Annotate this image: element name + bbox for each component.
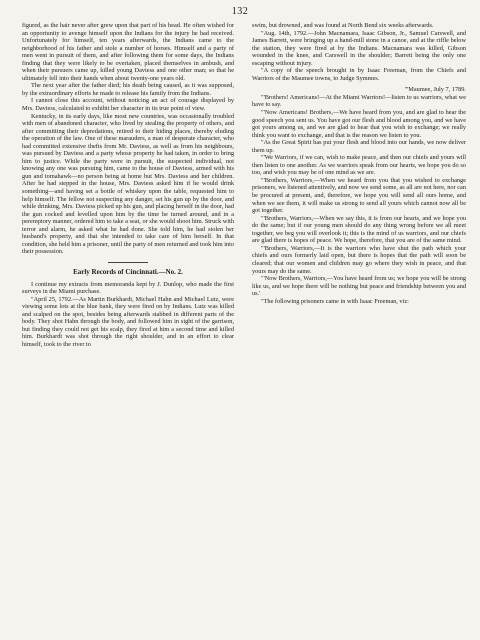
paragraph: "'Now Americans! Brothers,—We have heard from you, and are glad to hear the good speech you sent us. You have got our flesh and blood among you, and we have got yours among us, and we are glad to hear that you wish to exchange; we really think you want to exchange, and that is the reason we listen to you. [252,109,466,139]
paragraph: "A copy of the speech brought in by Isaac Freeman, from the Chiefs and Warriors of the Maumee towns, to Judge Symmes. [252,67,466,82]
paragraph: "April 25, 1792.—As Martin Burkhardt, Michael Hahn and Michael Lutz, were viewing some lots at the blue bank, they were fired on by Indians. Lutz was killed and scalped on the spot, besides being afterwards stabbed in different parts of the body. They shot Hahn through the body, and followed him in sight of the garrison, but finding they could not get his scalp, they fired at him a second time and killed him. Burkhardt was shot through the right shoulder, and in an effort to clear himself, took to the river to [22,295,234,348]
paragraph: "'Brothers, Warriors,—When we say this, it is from our hearts, and we hope you do the same; but if our young men should do any thing wrong before we all meet together, we beg you will overlook it; this is the mind of us warriors, and our chiefs are glad there is hopes of peace. We hope, therefore, that you are of the same mind. [252,214,466,245]
right-column [252,22,466,305]
paragraph: figured, as the hair never after grew upon that part of his head. He often wished for an opportunity to avenge himself upon the Indians for the injury he had received. Unfortunately for himself, ten years afterwards, the Indians came to the neighborhood of his father and stole a number of horses. Himself and a party of men went in pursuit of them, and after following them for some days, the Indians finding that they were likely to be overtaken, placed themselves in ambush, and when their pursuers came up, killed young Daviess and one other man; so that he ultimately fell into their hands when about twenty-one years old. [22,22,234,82]
paragraph: The next year after the father died; his death being caused, as it was supposed, by the extraordinary efforts he made to release his family from the Indians. [22,82,234,97]
paragraph: "The following prisoners came in with Isaac Freeman, viz: [261,297,409,305]
paragraph: I continue my extracts from memoranda kept by J. Dunlop, who made the first surveys in the Miami purchase. [22,280,234,296]
section-divider [108,262,148,263]
paragraph: "'Brothers, Warriors,—When we heard from you that you wished to exchange prisoners, we listened attentively, and now we send some, as all are not here, nor can be procured at present, and, therefore, we hope you will send all ours home, and when we see them, it will make us strong to send all yours which cannot now all be got together. [252,176,466,215]
paragraph: "'We Warriors, if we can, wish to make peace, and then our chiefs and yours will then listen to one another. As we warriors speak from our hearts, we hope you do so too, and wish you may be of one mind as we are. [252,154,466,177]
paragraph: Kentucky, in its early days, like most new countries, was occasionally troubled with men of abandoned character, who lived by stealing the property of others, and after committing their depredations, retired to their hiding places, thereby eluding the operation of the law. One of these marauders, a man of desperate character, who had committed extensive thefts from Mr. Daviess, as well as from his neighbours, was pursued by Daviess and a party whose property he had taken, in order to bring him to justice. While the party were in pursuit, the suspected individual, not knowing any one was pursuing him, came to the house of Daviess, armed with his gun and tomahawk—no person being at home but Mrs. Daviess and her children. After he had stepped in the house, Mrs. Daviess asked him if he would drink something—and having set a bottle of whiskey upon the table, requested him to help himself. The fellow not suspecting any danger, set his gun up by the door, and while drinking, Mrs. Daviess picked up his gun, and placing herself in the door, had the gun cocked and levelled upon him by the time he turned around, and in a peremptory manner, ordered him to take a seat, or she would shoot him. Struck with terror and alarm, he asked what he had done. She told him, he had stolen her husband's property, and that she intended to take care of him herself. In that condition, she held him a prisoner, until the party of men returned and took him into their possession. [22,112,234,256]
dateline: "'Maumee, July 7, 1789. [404,86,466,94]
paragraph: "'Now Brothers, Warriors,—You have heard from us; we hope you will be strong like us, and we hope there will be nothing but peace and friendship between you and us.' [252,275,466,298]
paragraph: I cannot close this account, without noticing an act of courage displayed by Mrs. Daviess, calculated to exhibit her character in its true point of view. [22,97,234,113]
paragraph: "'Brothers! Americans!—At the Miami Warriors!—listen to us warriors, what we have to say. [252,93,466,109]
paragraph: "As the Great Spirit has put your flesh and blood into our hands, we now deliver them up. [252,139,466,154]
section-heading: Early Records of Cincinnati.—No. 2. [73,267,183,276]
paragraph: swim, but drowned, and was found at North Bend six weeks afterwards. [252,22,434,29]
left-column [22,22,234,348]
paragraph: "Aug. 14th, 1792.—John Macnamara, Isaac Gibson, Jr., Samuel Carswell, and James Barrett, were bringing up a hand-mill stone in a canoe, and at the riffle below the station, they were fired at by the Indians. Macnamara was killed, Gibson wounded in the knee, and Carswell in the shoulder; Barrett being the only one escaping without injury. [252,29,466,67]
paragraph: "'Brothers, Warriors,—It is the warriors who have shut the path which your chiefs and ours formerly laid open, but there is hopes that the path will soon be cleared; that our women and children may go where they wish in peace, and that yours may do the same. [252,244,466,275]
page-number: 132 [231,6,249,17]
